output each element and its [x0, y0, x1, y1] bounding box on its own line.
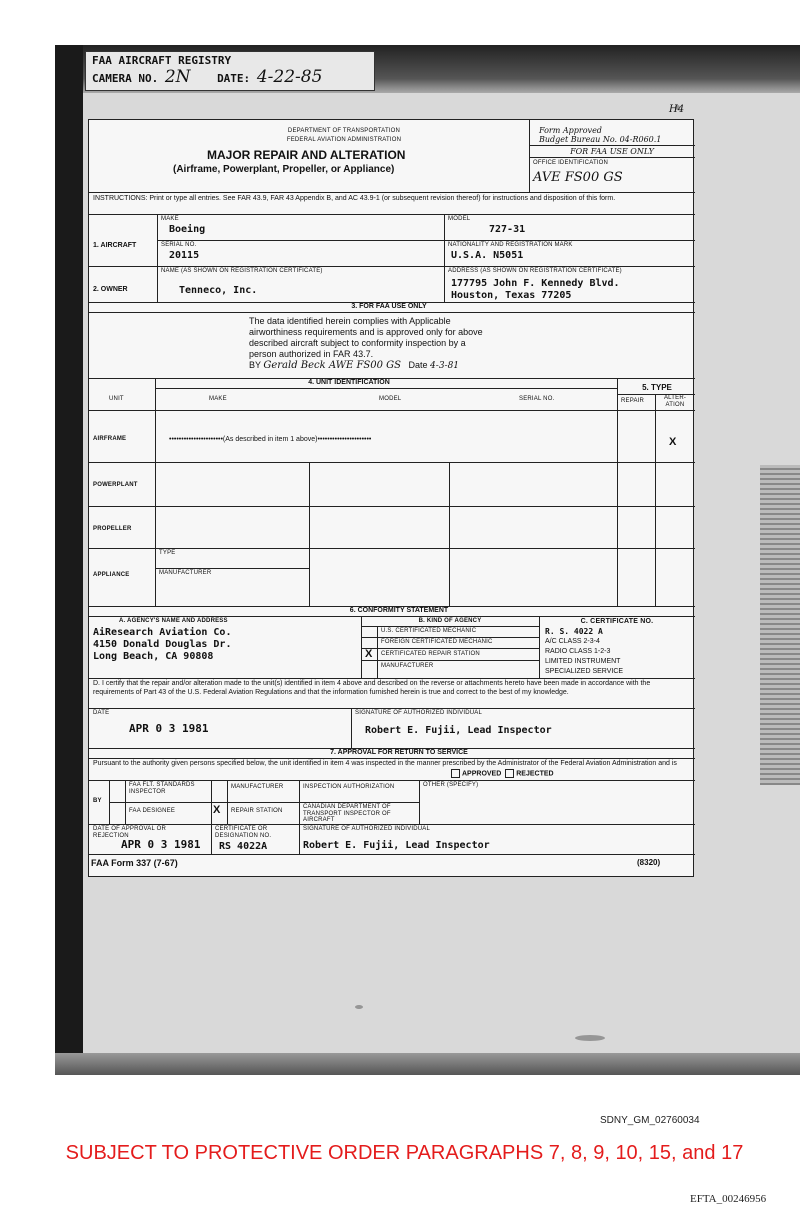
nationality-label: NATIONALITY AND REGISTRATION MARK	[448, 242, 573, 248]
model-label: MODEL	[448, 216, 471, 222]
cert-line5: SPECIALIZED SERVICE	[545, 668, 624, 675]
model-value: 727-31	[489, 224, 526, 235]
faa-form-337	[88, 104, 694, 877]
owner-label: 2. OWNER	[93, 286, 128, 293]
make-label: MAKE	[161, 216, 179, 222]
col-model: MODEL	[379, 396, 402, 402]
cert-line2: A/C CLASS 2-3-4	[545, 638, 600, 645]
col-alteration: ALTER-ATION	[663, 395, 687, 408]
faa-date-label: Date	[408, 360, 428, 370]
faa-approval-stamp	[249, 316, 483, 372]
kind-manufacturer: MANUFACTURER	[381, 663, 434, 669]
nationality-value: U.S.A. N5051	[451, 250, 524, 261]
form-code: (8320)	[637, 858, 661, 867]
scan-shadow-left	[55, 45, 83, 1055]
approval-cert: RS 4022A	[219, 841, 268, 852]
owner-address-label: ADDRESS (AS SHOWN ON REGISTRATION CERTIFICATE)	[448, 268, 622, 274]
conformity-sig-label: SIGNATURE OF AUTHORIZED INDIVIDUAL	[355, 710, 483, 716]
approval-cert-label: CERTIFICATE OR DESIGNATION NO.	[215, 826, 272, 839]
conformity-signature: Robert E. Fujii, Lead Inspector	[365, 725, 552, 736]
faa-date: 4-3-81	[430, 361, 460, 371]
agency-line1: AiResearch Aviation Co.	[93, 627, 232, 638]
col-serial: SERIAL NO.	[519, 396, 555, 402]
department-name: DEPARTMENT OF TRANSPORTATION	[287, 128, 401, 134]
opt-other: OTHER (SPECIFY)	[423, 782, 479, 788]
make-value: Boeing	[169, 224, 206, 235]
airframe-alteration-mark: X	[669, 436, 677, 448]
repair-station-mark: X	[213, 804, 221, 816]
row-powerplant: POWERPLANT	[93, 482, 138, 488]
agency-name: FEDERAL AVIATION ADMINISTRATION	[286, 137, 402, 143]
owner-address-line1: 177795 John F. Kennedy Blvd.	[451, 278, 620, 289]
row-airframe: AIRFRAME	[93, 436, 127, 442]
approved-checkbox	[451, 769, 460, 778]
approval-by-label: BY	[93, 798, 102, 804]
row-appliance: APPLIANCE	[93, 572, 130, 578]
kind-of-agency-header: B. KIND OF AGENCY	[418, 618, 482, 624]
form-number: FAA Form 337 (7-67)	[91, 858, 178, 868]
camera-value: 2N	[164, 67, 191, 87]
approval-choice	[449, 769, 554, 778]
cert-line3: RADIO CLASS 1-2-3	[545, 648, 611, 655]
col-repair: REPAIR	[621, 398, 645, 404]
date-value: 4-22-85	[256, 67, 323, 87]
protective-order-notice: SUBJECT TO PROTECTIVE ORDER PARAGRAPHS 7, 8, 9, 10, 15, and 17	[65, 1142, 744, 1164]
cert-line4: LIMITED INSTRUMENT	[545, 658, 621, 665]
unit-id-header: 4. UNIT IDENTIFICATION	[308, 379, 390, 386]
conformity-date-label: DATE	[93, 710, 110, 716]
registry-label	[85, 51, 375, 91]
form-subtitle: (Airframe, Powerplant, Propeller, or Appliance)	[173, 164, 395, 175]
opt-canadian-dot: CANADIAN DEPARTMENT OF TRANSPORT INSPECTOR OF AIRCRAFT	[303, 804, 391, 823]
instructions: INSTRUCTIONS: Print or type all entries. See FAR 43.9, FAR 43 Appendix B, and AC 43.9-1 (or subsequent revision thereof) for instructions and disposition of this form.	[93, 195, 616, 202]
opt-faa-designee: FAA DESIGNEE	[129, 808, 176, 814]
type-header: 5. TYPE	[642, 383, 672, 392]
conformity-date: APR 0 3 1981	[129, 722, 209, 735]
airframe-description: ••••••••••••••••••••••(As described in item 1 above)••••••••••••••••••••••	[169, 436, 372, 443]
rejected-checkbox	[505, 769, 514, 778]
appliance-type-label: TYPE	[159, 550, 176, 556]
opt-flt-standards: FAA FLT. STANDARDS INSPECTOR	[129, 782, 195, 795]
form-approved: Form Approved	[539, 126, 602, 135]
approval-signature: Robert E. Fujii, Lead Inspector	[303, 840, 490, 851]
rejected-label: REJECTED	[516, 770, 554, 778]
approval-sig-label: SIGNATURE OF AUTHORIZED INDIVIDUAL	[303, 826, 431, 832]
approval-date: APR 0 3 1981	[121, 838, 201, 851]
faa-stamp-line3: described aircraft subject to conformity inspection by a	[249, 338, 466, 348]
approval-header: 7. APPROVAL FOR RETURN TO SERVICE	[330, 749, 468, 756]
bates-number: SDNY_GM_02760034	[600, 1115, 700, 1126]
appliance-manufacturer-label: MANUFACTURER	[159, 570, 212, 576]
corner-mark: H4	[669, 104, 685, 115]
certification-statement: D. I certify that the repair and/or alteration made to the unit(s) identified in item 4 above and described on the reverse or attachments hereto have been made in accordance with the requirements of Part 43 of the U.S. Federal Aviation Regulations and that the information furnished herein is true and correct to the best of my knowledge.	[93, 680, 651, 696]
faa-stamp-line2: airworthiness requirements and is approved only for above	[249, 327, 483, 337]
faa-signature: Gerald Beck AWE FS00 GS	[263, 360, 401, 371]
agency-line3: Long Beach, CA 90808	[93, 651, 214, 662]
kind-repair-station-mark: X	[365, 648, 373, 660]
owner-name-label: NAME (AS SHOWN ON REGISTRATION CERTIFICATE)	[161, 268, 323, 274]
certificate-no-header: C. CERTIFICATE NO.	[580, 618, 654, 625]
camera-label: CAMERA NO.	[92, 72, 159, 85]
opt-inspection-authorization: INSPECTION AUTHORIZATION	[303, 784, 395, 790]
agency-name-header: A. AGENCY'S NAME AND ADDRESS	[119, 618, 228, 624]
conformity-header: 6. CONFORMITY STATEMENT	[349, 607, 449, 614]
approved-label: APPROVED	[462, 770, 502, 778]
faa-use-only: FOR FAA USE ONLY	[570, 147, 654, 156]
faa-stamp-line1: The data identified herein complies with Applicable	[249, 316, 451, 326]
agency-line2: 4150 Donald Douglas Dr.	[93, 639, 232, 650]
aircraft-label: 1. AIRCRAFT	[93, 242, 137, 249]
owner-address-line2: Houston, Texas 77205	[451, 290, 572, 301]
row-propeller: PROPELLER	[93, 526, 132, 532]
registry-title: FAA AIRCRAFT REGISTRY	[92, 54, 232, 67]
faa-stamp-line4: person authorized in FAR 43.7.	[249, 349, 374, 359]
cert-line1: R. S. 4022 A	[545, 627, 603, 636]
efta-number: EFTA_00246956	[690, 1193, 767, 1205]
scan-edge-strip	[760, 465, 800, 785]
col-unit: UNIT	[109, 396, 124, 402]
serial-value: 20115	[169, 250, 200, 261]
faa-use-header: 3. FOR FAA USE ONLY	[351, 303, 427, 310]
budget-bureau: Budget Bureau No. 04-R060.1	[539, 135, 662, 144]
form-title: MAJOR REPAIR AND ALTERATION	[207, 148, 406, 162]
approval-date-label: DATE OF APPROVAL OR REJECTION	[93, 826, 167, 839]
faa-by-label: BY	[249, 360, 261, 370]
approval-statement: Pursuant to the authority given persons specified below, the unit identified in item 4 was inspected in the manner prescribed by the Administrator of the Federal Aviation Administration and is	[93, 760, 677, 767]
opt-repair-station: REPAIR STATION	[231, 808, 283, 814]
col-make: MAKE	[209, 396, 227, 402]
kind-repair-station: CERTIFICATED REPAIR STATION	[381, 651, 480, 657]
opt-manufacturer: MANUFACTURER	[231, 784, 284, 790]
kind-us-mechanic: U.S. CERTIFICATED MECHANIC	[381, 628, 477, 634]
office-id-label: OFFICE IDENTIFICATION	[533, 160, 609, 166]
kind-foreign-mechanic: FOREIGN CERTIFICATED MECHANIC	[381, 639, 493, 645]
office-id-value: AVE FS00 GS	[533, 170, 623, 185]
date-label: DATE:	[217, 72, 251, 85]
serial-label: SERIAL NO.	[161, 242, 197, 248]
scan-shadow-bottom	[55, 1053, 800, 1075]
owner-name: Tenneco, Inc.	[179, 285, 258, 296]
